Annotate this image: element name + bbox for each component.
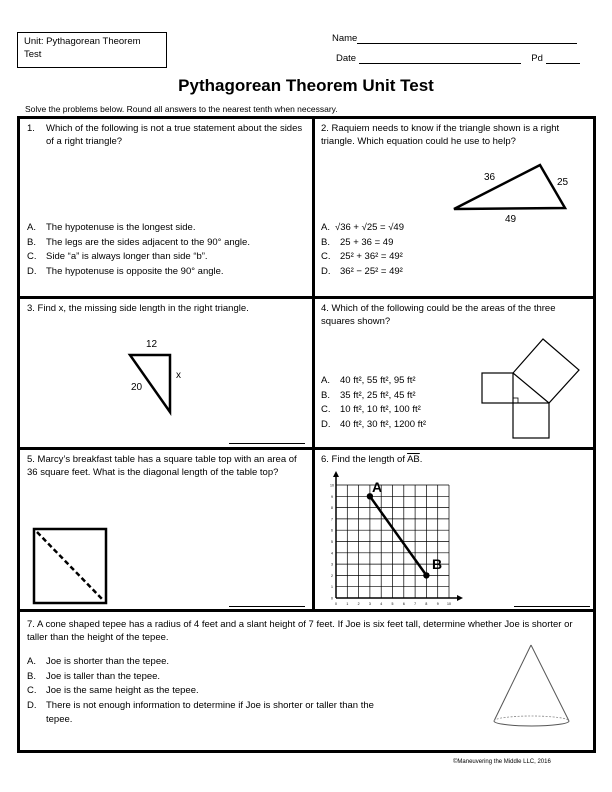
svg-text:7: 7 [331,517,333,522]
q5-text: 5. Marcy’s breakfast table has a square table top with an area of 36 square feet. What is the diagonal length of the table top? [27,454,297,478]
period-label: Pd [531,53,543,64]
q1-text: Which of the following is not a true statement about the sides of a right triangle? [46,123,303,147]
q1-number: 1. [27,123,35,134]
q7-choice-a[interactable]: A. Joe is shorter than the tepee. [27,656,170,667]
svg-text:6: 6 [402,602,405,606]
svg-text:4: 4 [331,551,333,556]
q2-choice-c[interactable]: C. 25² + 36² = 49² [321,251,403,262]
q1-choice-d[interactable]: D. The hypotenuse is opposite the 90° angle. [27,265,224,277]
unit-label-line2: Test [24,49,42,60]
q6-point-a-label: A [372,479,383,495]
svg-text:9: 9 [331,494,333,499]
svg-text:5: 5 [391,602,394,606]
svg-text:6: 6 [331,528,333,533]
svg-text:10: 10 [447,602,451,606]
svg-text:2: 2 [357,602,360,606]
q3-label-12: 12 [146,339,158,350]
q7-choice-c[interactable]: C. Joe is the same height as the tepee. [27,685,199,696]
svg-text:3: 3 [368,602,371,606]
q6-segment: $\overline{AB}$ [407,454,420,465]
q1-choice-c[interactable]: C. Side “a” is always longer than side “b”. [27,251,208,262]
svg-text:8: 8 [331,506,333,511]
q2-choice-b[interactable]: B. 25 + 36 = 49 [321,236,394,248]
q7-choice-d[interactable]: D. There is not enough information to determine if Joe is shorter or taller than the tepee. [27,699,374,725]
svg-text:5: 5 [331,540,333,544]
q4-choice-d[interactable]: D. 40 ft², 30 ft², 1200 ft² [321,418,427,430]
q6-point-b-label: B [432,556,443,572]
q4-choice-b[interactable]: B. 35 ft², 25 ft², 45 ft² [321,389,416,401]
q1-choice-b[interactable]: B. The legs are the sides adjacent to the 90° angle. [27,236,250,248]
q7-text: 7. A cone shaped tepee has a radius of 4 feet and a slant height of 7 feet. If Joe is six feet tall, determine whether Joe is shorter or taller than the height of the tepee. [27,619,573,643]
copyright: ©Maneuvering the Middle LLC, 2016 [453,759,551,765]
date-label: Date [336,53,357,64]
q2-label-36: 36 [484,172,496,183]
svg-text:3: 3 [331,562,333,567]
svg-text:0: 0 [335,602,337,606]
q2-label-49: 49 [505,214,517,225]
q2-label-25: 25 [557,177,569,188]
unit-label: Unit: Pythagorean Theorem [24,36,141,47]
q7-choice-b[interactable]: B. Joe is taller than the tepee. [27,670,161,682]
svg-text:1: 1 [331,585,333,590]
q3-text: 3. Find x, the missing side length in the right triangle. [27,303,249,314]
q3-label-20: 20 [131,382,143,393]
q4-choice-c[interactable]: C. 10 ft², 10 ft², 100 ft² [321,404,421,415]
svg-text:0: 0 [331,596,333,601]
svg-text:4: 4 [380,602,383,606]
q6-text: 6. Find the length of $\overline{AB}$. [321,454,423,465]
svg-text:7: 7 [414,602,417,606]
q2-choice-d[interactable]: D. 36² − 25² = 49² [321,265,403,277]
svg-text:2: 2 [331,573,333,578]
page-title: Pythagorean Theorem Unit Test [178,76,434,95]
q4-choice-a[interactable]: A. 40 ft², 55 ft², 95 ft² [321,375,416,386]
svg-text:10: 10 [330,483,334,488]
q2-text: 2. Raquiem needs to know if the triangle shown is a right triangle. Which equation could he use to help? [321,123,560,147]
q1-choice-a[interactable]: A. The hypotenuse is the longest side. [27,222,196,233]
q2-choice-a[interactable]: A. √36 + √25 = √49 [321,222,404,233]
svg-text:9: 9 [436,602,439,606]
svg-text:1: 1 [346,602,349,606]
instructions: Solve the problems below. Round all answers to the nearest tenth when necessary. [25,104,338,114]
name-label: Name [332,33,358,44]
q3-label-x: x [176,370,181,381]
svg-text:8: 8 [425,602,428,606]
q4-text: 4. Which of the following could be the areas of the three squares shown? [321,303,556,327]
